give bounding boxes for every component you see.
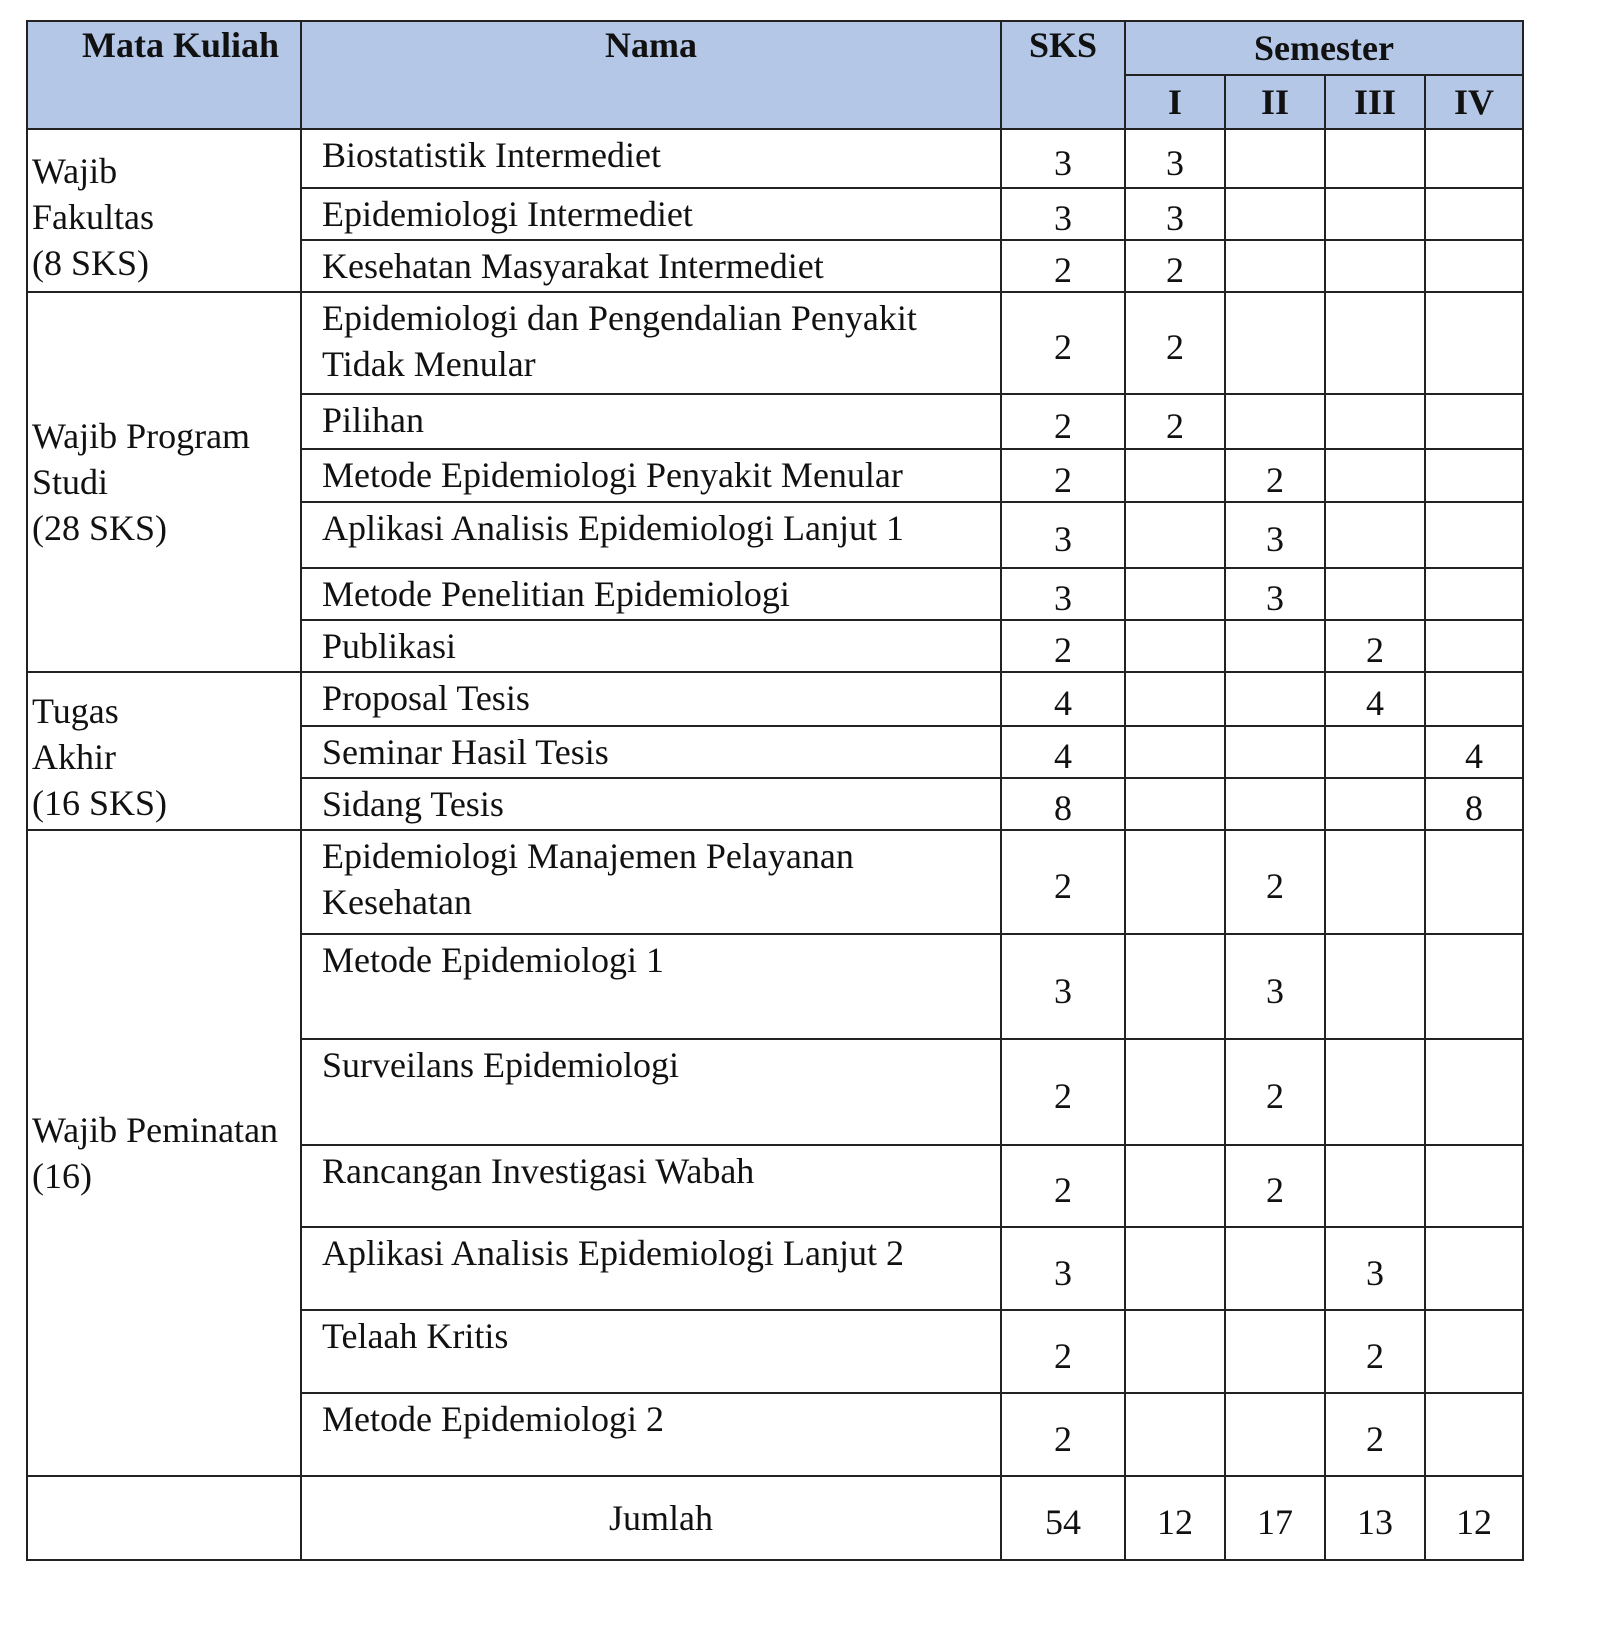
- table-row: [27, 672, 1523, 726]
- header-semester: Semester: [1125, 21, 1523, 75]
- header-row-1: [27, 21, 1523, 75]
- header-nama: Nama: [301, 21, 1001, 129]
- group-label: [27, 129, 301, 292]
- text-line: Epidemiologi dan Pengendalian Penyakit: [322, 298, 917, 338]
- course-name: [301, 568, 1001, 620]
- course-sks: 3: [1001, 568, 1125, 620]
- course-name: [301, 672, 1001, 726]
- semester-cell: [1125, 1310, 1225, 1393]
- table-body: [27, 129, 1523, 1560]
- semester-cell: 2: [1225, 449, 1325, 502]
- text-line: Pilihan: [322, 400, 425, 440]
- total-semester: 13: [1325, 1476, 1425, 1560]
- text-line: Proposal Tesis: [322, 678, 530, 718]
- semester-cell: [1225, 1227, 1325, 1310]
- semester-cell: 8: [1425, 778, 1523, 830]
- semester-cell: 3: [1125, 188, 1225, 240]
- semester-cell: [1325, 394, 1425, 449]
- text-line: Rancangan Investigasi Wabah: [322, 1151, 755, 1191]
- course-sks: 3: [1001, 502, 1125, 568]
- total-semester: 12: [1425, 1476, 1523, 1560]
- course-name: [301, 778, 1001, 830]
- semester-cell: [1125, 934, 1225, 1039]
- course-name: [301, 129, 1001, 188]
- semester-cell: [1125, 1393, 1225, 1476]
- course-sks: 2: [1001, 394, 1125, 449]
- semester-cell: 2: [1325, 620, 1425, 672]
- semester-cell: 2: [1325, 1310, 1425, 1393]
- text-line: Akhir: [32, 737, 116, 777]
- semester-cell: [1125, 449, 1225, 502]
- semester-cell: 2: [1225, 830, 1325, 934]
- text-line: Studi: [32, 462, 109, 502]
- text-line: Tugas: [32, 691, 119, 731]
- course-sks: 3: [1001, 934, 1125, 1039]
- semester-cell: 2: [1225, 1039, 1325, 1145]
- header-sks: SKS: [1001, 21, 1125, 129]
- text-line: Sidang Tesis: [322, 784, 504, 824]
- course-name: [301, 502, 1001, 568]
- header-semester-iv: IV: [1425, 75, 1523, 129]
- text-line: Kesehatan: [322, 882, 472, 922]
- semester-cell: [1325, 568, 1425, 620]
- semester-cell: 3: [1225, 934, 1325, 1039]
- course-name: [301, 188, 1001, 240]
- text-line: (8 SKS): [32, 242, 150, 283]
- text-line: Publikasi: [322, 626, 457, 666]
- course-sks: 2: [1001, 1310, 1125, 1393]
- semester-cell: [1225, 129, 1325, 188]
- semester-cell: [1325, 240, 1425, 292]
- text-line: Epidemiologi Manajemen Pelayanan: [322, 836, 854, 876]
- text-line: (16 SKS): [32, 783, 168, 823]
- semester-cell: [1225, 394, 1325, 449]
- semester-cell: [1425, 672, 1523, 726]
- text-line: Metode Epidemiologi 1: [322, 940, 664, 980]
- course-name: [301, 620, 1001, 672]
- semester-cell: 3: [1225, 502, 1325, 568]
- semester-cell: [1425, 240, 1523, 292]
- semester-cell: [1125, 726, 1225, 778]
- semester-cell: [1425, 449, 1523, 502]
- course-sks: 2: [1001, 620, 1125, 672]
- semester-cell: [1425, 1039, 1523, 1145]
- semester-cell: [1225, 672, 1325, 726]
- text-line: Metode Penelitian Epidemiologi: [322, 574, 790, 614]
- semester-cell: [1325, 934, 1425, 1039]
- semester-cell: [1225, 620, 1325, 672]
- course-name: [301, 830, 1001, 934]
- course-sks: 2: [1001, 292, 1125, 394]
- course-sks: 2: [1001, 449, 1125, 502]
- total-semester: 12: [1125, 1476, 1225, 1560]
- curriculum-table: [26, 20, 1524, 1561]
- text-line: Metode Epidemiologi 2: [322, 1399, 664, 1439]
- semester-cell: [1125, 830, 1225, 934]
- header-semester-iii: III: [1325, 75, 1425, 129]
- semester-cell: [1425, 1227, 1523, 1310]
- table-row: [27, 129, 1523, 188]
- semester-cell: [1225, 188, 1325, 240]
- text-line: Biostatistik Intermediet: [322, 135, 661, 175]
- semester-cell: 4: [1325, 672, 1425, 726]
- course-sks: 2: [1001, 830, 1125, 934]
- semester-cell: 4: [1425, 726, 1523, 778]
- semester-cell: 2: [1325, 1393, 1425, 1476]
- text-line: Aplikasi Analisis Epidemiologi Lanjut 1: [322, 508, 904, 548]
- group-label: [27, 292, 301, 672]
- semester-cell: [1325, 188, 1425, 240]
- course-sks: 2: [1001, 1145, 1125, 1227]
- semester-cell: [1225, 1393, 1325, 1476]
- total-empty-cell: [27, 1476, 301, 1560]
- text-line: Kesehatan Masyarakat Intermediet: [322, 246, 824, 286]
- text-line: Metode Epidemiologi Penyakit Menular: [322, 455, 903, 495]
- semester-cell: 3: [1325, 1227, 1425, 1310]
- course-name: [301, 726, 1001, 778]
- text-line: Surveilans Epidemiologi: [322, 1045, 679, 1085]
- semester-cell: [1325, 1145, 1425, 1227]
- text-line: Fakultas: [32, 196, 154, 237]
- semester-cell: 2: [1225, 1145, 1325, 1227]
- course-sks: 3: [1001, 188, 1125, 240]
- semester-cell: 3: [1225, 568, 1325, 620]
- course-sks: 2: [1001, 1393, 1125, 1476]
- semester-cell: [1125, 1039, 1225, 1145]
- table-row: [27, 292, 1523, 394]
- semester-cell: [1425, 1310, 1523, 1393]
- semester-cell: [1325, 726, 1425, 778]
- text-line: Epidemiologi Intermediet: [322, 194, 693, 234]
- course-sks: 4: [1001, 672, 1125, 726]
- course-name: [301, 240, 1001, 292]
- text-line: (28 SKS): [32, 508, 168, 548]
- semester-cell: [1325, 129, 1425, 188]
- course-sks: 3: [1001, 1227, 1125, 1310]
- semester-cell: [1425, 934, 1523, 1039]
- semester-cell: [1325, 449, 1425, 502]
- semester-cell: [1125, 620, 1225, 672]
- text-line: Wajib Peminatan: [32, 1110, 279, 1150]
- semester-cell: 3: [1125, 129, 1225, 188]
- course-name: [301, 1227, 1001, 1310]
- semester-cell: [1425, 292, 1523, 394]
- semester-cell: [1425, 129, 1523, 188]
- total-label: Jumlah: [301, 1476, 1001, 1560]
- semester-cell: [1425, 830, 1523, 934]
- semester-cell: 2: [1125, 394, 1225, 449]
- course-sks: 2: [1001, 240, 1125, 292]
- course-name: [301, 1310, 1001, 1393]
- course-sks: 4: [1001, 726, 1125, 778]
- semester-cell: [1425, 502, 1523, 568]
- table-row: [27, 830, 1523, 934]
- course-name: [301, 394, 1001, 449]
- total-sks: 54: [1001, 1476, 1125, 1560]
- course-sks: 2: [1001, 1039, 1125, 1145]
- header-semester-ii: II: [1225, 75, 1325, 129]
- text-line: Wajib: [32, 150, 118, 191]
- semester-cell: [1325, 292, 1425, 394]
- semester-cell: [1125, 568, 1225, 620]
- semester-cell: [1325, 778, 1425, 830]
- group-label: [27, 830, 301, 1476]
- text-line: (16): [32, 1156, 92, 1196]
- semester-cell: [1325, 1039, 1425, 1145]
- semester-cell: [1125, 672, 1225, 726]
- text-line: Wajib Program: [32, 416, 251, 456]
- semester-cell: [1425, 1393, 1523, 1476]
- course-name: [301, 449, 1001, 502]
- semester-cell: 2: [1125, 240, 1225, 292]
- total-row: [27, 1476, 1523, 1560]
- semester-cell: [1225, 292, 1325, 394]
- semester-cell: [1425, 394, 1523, 449]
- semester-cell: [1125, 1145, 1225, 1227]
- text-line: Seminar Hasil Tesis: [322, 732, 609, 772]
- semester-cell: [1125, 502, 1225, 568]
- semester-cell: [1225, 778, 1325, 830]
- course-name: [301, 1393, 1001, 1476]
- text-line: Tidak Menular: [322, 344, 536, 384]
- semester-cell: 2: [1125, 292, 1225, 394]
- semester-cell: [1425, 188, 1523, 240]
- header-mata-kuliah: Mata Kuliah: [27, 21, 301, 129]
- semester-cell: [1125, 778, 1225, 830]
- course-name: [301, 1145, 1001, 1227]
- total-semester: 17: [1225, 1476, 1325, 1560]
- semester-cell: [1425, 1145, 1523, 1227]
- course-name: [301, 1039, 1001, 1145]
- text-line: Aplikasi Analisis Epidemiologi Lanjut 2: [322, 1233, 904, 1273]
- semester-cell: [1225, 240, 1325, 292]
- semester-cell: [1325, 830, 1425, 934]
- text-line: Telaah Kritis: [322, 1316, 509, 1356]
- semester-cell: [1325, 502, 1425, 568]
- semester-cell: [1425, 568, 1523, 620]
- semester-cell: [1225, 1310, 1325, 1393]
- course-sks: 3: [1001, 129, 1125, 188]
- course-name: [301, 934, 1001, 1039]
- course-name: [301, 292, 1001, 394]
- semester-cell: [1125, 1227, 1225, 1310]
- course-sks: 8: [1001, 778, 1125, 830]
- semester-cell: [1225, 726, 1325, 778]
- semester-cell: [1425, 620, 1523, 672]
- header-semester-i: I: [1125, 75, 1225, 129]
- group-label: [27, 672, 301, 830]
